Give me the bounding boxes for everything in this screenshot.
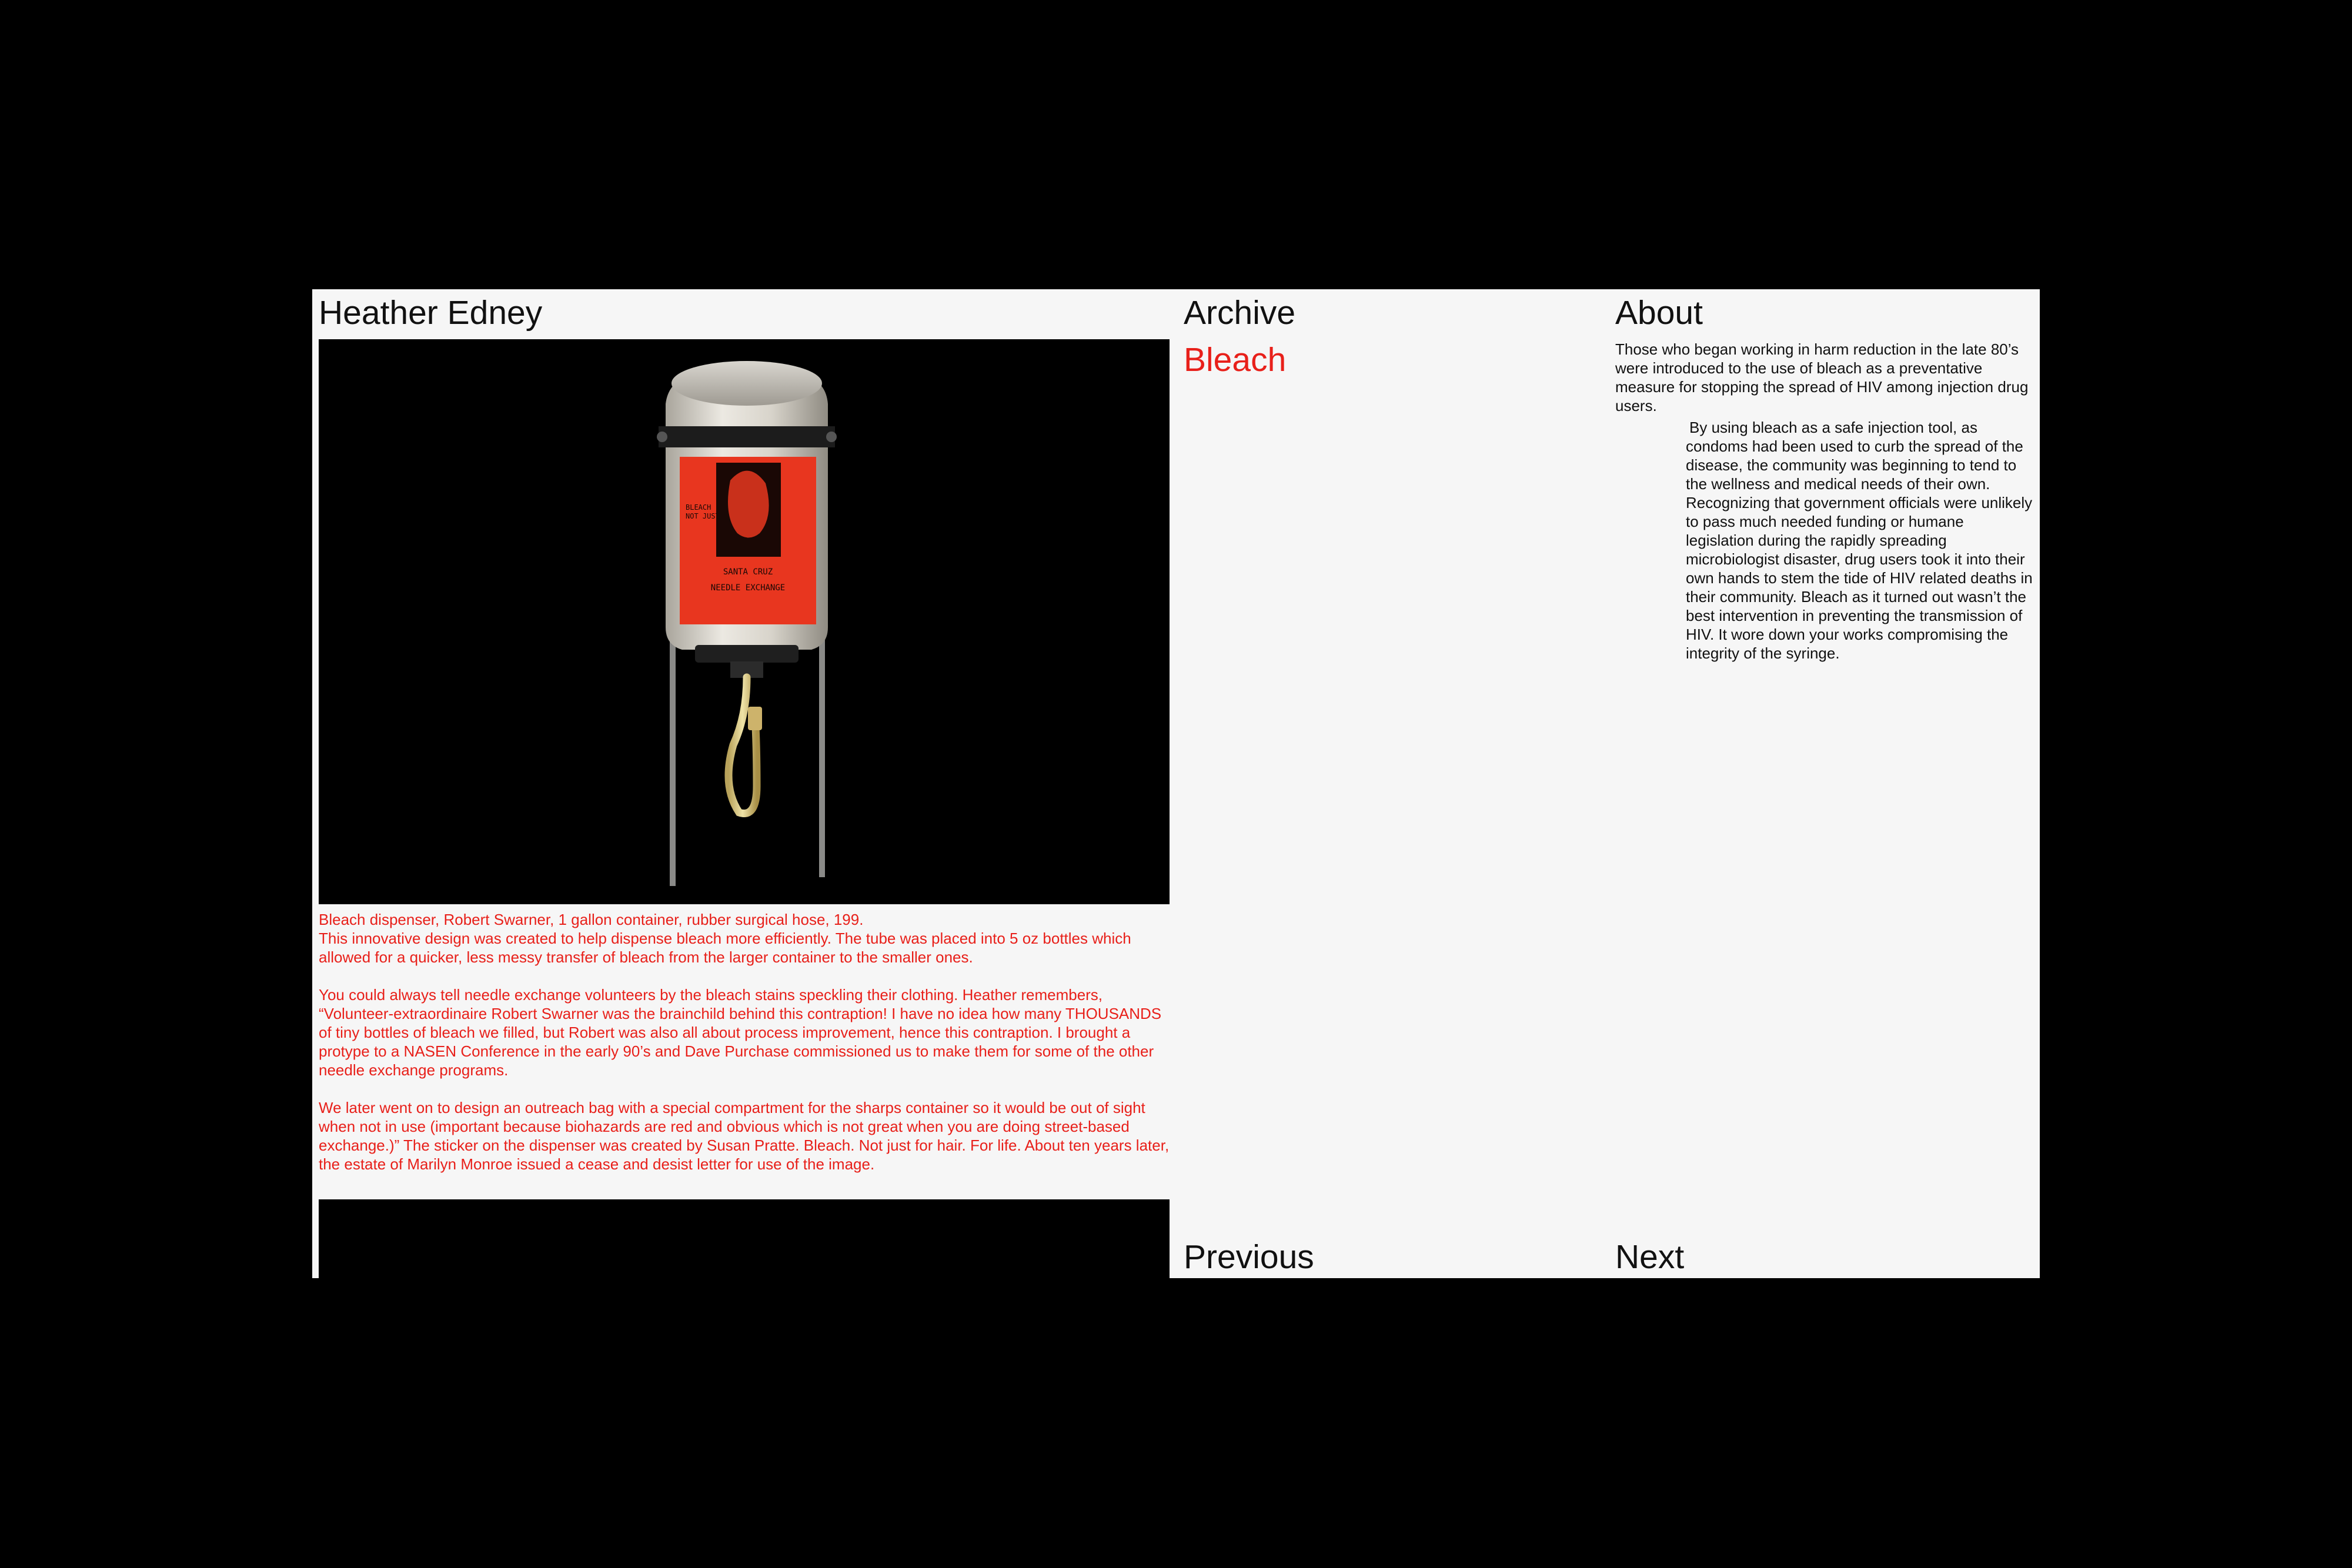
bleach-dispenser-illustration (319, 339, 1170, 904)
strap (659, 426, 835, 447)
previous-link[interactable]: Previous (1184, 1238, 1314, 1276)
current-item-title: Bleach (1184, 341, 1287, 379)
about-paragraph-1: Those who began working in harm reduction in the late 80’s were introduced to the use of bleach as a preventative measure for stopping the spread of HIV among injection drug users. (1615, 340, 2029, 414)
about-paragraph-2: By using bleach as a safe injection tool, as condoms had been used to curb the spread of the disease, the community was beginning to tend to the wellness and medical needs of their own. Recognizing that government officials were unlikely to pass much needed funding or humane legislation during the rapidly spreading microbiologist disaster, drug users took it into their own hands to stem the tide of HIV related deaths in their community. Bleach as it turned out wasn’t the best intervention in preventing the transmission of HIV. It wore down your works compromising the integrity of the syringe. (1686, 419, 2033, 662)
nav-archive-link[interactable]: Archive (1184, 294, 1296, 332)
about-text (1615, 340, 2033, 663)
caption-paragraph-3: We later went on to design an outreach bag with a special compartment for the sharps container so it would be out of sight when not in use (important because biohazards are red and obvious which is not great when you are doing street-based exchange.)” The sticker on the dispenser was created by Susan Pratte. Bleach. Not just for hair. For life. About ten years later, the estate of Marilyn Monroe issued a cease and desist letter for use of the image. (319, 1099, 1170, 1173)
caption-paragraph-2: You could always tell needle exchange volunteers by the bleach stains speckling their clothing. Heather remembers, “Volunteer-extraordinaire Robert Swarner was the brainchild behind this contraption! I have no idea how many THOUSANDS of tiny bottles of bleach we filled, but Robert was also all about process improvement, hence this contraption. I brought a protype to a NASEN Conference in the early 90’s and Dave Purchase commissioned us to make them for some of the other needle exchange programs. (319, 986, 1162, 1079)
next-link[interactable]: Next (1615, 1238, 1685, 1276)
svg-text:BLEACH: BLEACH (686, 503, 711, 511)
artifact-caption (319, 910, 1170, 1174)
next-artifact-image (319, 1199, 1170, 1278)
svg-text:NEEDLE EXCHANGE: NEEDLE EXCHANGE (710, 583, 786, 593)
svg-text:NOT JUST: NOT JUST (686, 512, 720, 520)
svg-text:SANTA CRUZ: SANTA CRUZ (723, 567, 773, 577)
main-panel (312, 289, 2040, 1278)
site-title-link[interactable]: Heather Edney (319, 294, 543, 332)
artifact-image (319, 339, 1170, 904)
caption-title: Bleach dispenser, Robert Swarner, 1 gallon container, rubber surgical hose, 199. (319, 911, 864, 928)
caption-description: This innovative design was created to help dispense bleach more efficiently. The tube was placed into 5 oz bottles which allowed for a quicker, less messy transfer of bleach from the larger container to the smaller ones. (319, 930, 1131, 966)
nav-about-link[interactable]: About (1615, 294, 1703, 332)
